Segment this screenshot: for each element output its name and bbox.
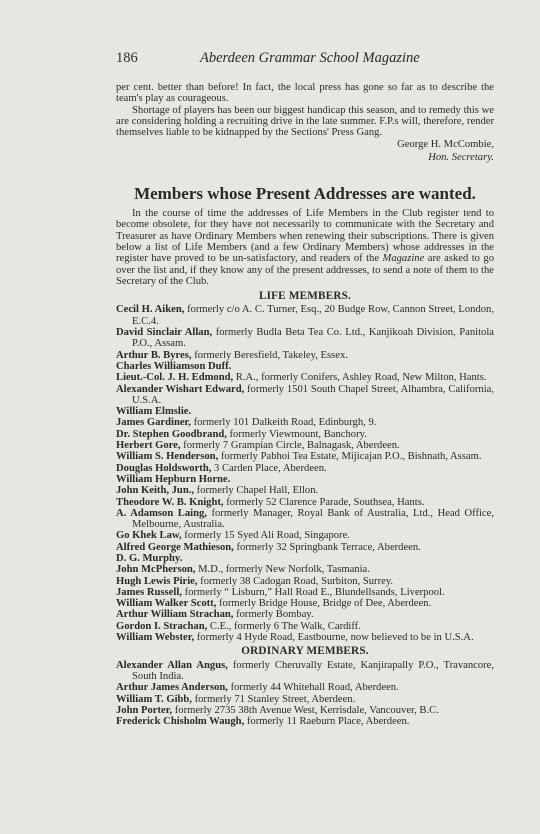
- member-name: Arthur James Anderson,: [116, 682, 228, 694]
- intro-text: In the course of time the addresses of Life Members in the Club register tend to become obsolete, for they have not necessarily to communicate with the Secretary and Treasurer as have Ordinary Members when renewing their subscriptions. There is given below a list of Life Members (and a few Ordinary Members) whose addresses in the register have proved to be un-satisfactory, and readers of the: [116, 208, 494, 265]
- member-entry: [116, 474, 494, 485]
- member-address: formerly 44 Whitehall Road, Aberdeen.: [227, 682, 399, 694]
- member-entry: [116, 660, 494, 683]
- member-entry: [116, 576, 494, 587]
- page-number: 186: [116, 50, 138, 66]
- member-address: formerly Budla Beta Tea Co. Ltd., Kanjikoah Division, Panitola P.O., Assam.: [132, 327, 494, 350]
- member-name: John Keith, Jun.,: [116, 485, 195, 497]
- member-entry: [116, 485, 494, 496]
- member-name: William T. Gibb,: [116, 693, 192, 705]
- member-name: Hugh Lewis Pirie,: [116, 575, 198, 587]
- member-entry: [116, 564, 494, 575]
- member-name: Arthur William Strachan,: [116, 609, 234, 621]
- member-address: formerly 2735 38th Avenue West, Kerrisdale, Vancouver, B.C.: [172, 704, 439, 716]
- member-name: William Walker Scott,: [116, 598, 217, 610]
- member-name: William Webster,: [116, 632, 195, 644]
- continuation-paragraph: Shortage of players has been our biggest handicap this season, and to remedy this we are considering holding a recruiting drive in the late summer. F.P.s will, therefore, render themselves liable to be kidnapped by the Sections' Press Gang.: [116, 104, 494, 139]
- member-address: formerly 15 Syed Ali Road, Singapore.: [181, 530, 350, 542]
- member-name: Dr. Stephen Goodbrand,: [116, 428, 227, 440]
- member-name: John Porter,: [116, 704, 173, 716]
- member-address: formerly 52 Clarence Parade, Southsea, Hants.: [223, 496, 425, 508]
- intro-text: are asked to go over the list and, if they know any of the present addresses, to send a note of them to the Secretary of the Club.: [116, 253, 494, 287]
- member-entry: [116, 327, 494, 350]
- continuation-paragraph: per cent. better than before! In fact, the local press has gone so far as to describe the team's play as courageous.: [116, 82, 494, 105]
- member-name: Alexander Wishart Edward,: [116, 383, 245, 395]
- member-address: formerly Beresfield, Takeley, Essex.: [191, 349, 348, 361]
- member-address: formerly Bridge House, Bridge of Dee, Aberdeen.: [216, 598, 432, 610]
- member-entry: [116, 440, 494, 451]
- member-name: Lieut.-Col. J. H. Edmond,: [116, 372, 234, 384]
- member-name: Arthur B. Byres,: [116, 349, 192, 361]
- member-address: formerly c/o A. C. Turner, Esq., 20 Budge Row, Cannon Street, London, E.C.4.: [132, 304, 494, 327]
- member-entry: [116, 530, 494, 541]
- intro-magazine-word: Magazine: [382, 253, 425, 265]
- member-entry: [116, 417, 494, 428]
- member-name: Alfred George Mathieson,: [116, 541, 234, 553]
- member-entry: [116, 361, 494, 372]
- member-name: Theodore W. B. Knight,: [116, 496, 224, 508]
- ordinary-members-list: [116, 660, 494, 728]
- member-entry: [116, 451, 494, 462]
- member-name: Douglas Holdsworth,: [116, 462, 212, 474]
- member-name: Herbert Gore,: [116, 440, 181, 452]
- member-address: formerly “ Lisburn,” Hall Road E., Blundellsands, Liverpool.: [181, 586, 445, 598]
- member-entry: [116, 508, 494, 531]
- member-address: formerly 32 Springbank Terrace, Aberdeen.: [233, 541, 421, 553]
- member-name: William Elmslie.: [116, 406, 192, 418]
- member-address: formerly 101 Dalkeith Road, Edinburgh, 9.: [190, 417, 377, 429]
- member-entry: [116, 694, 494, 705]
- member-name: Frederick Chisholm Waugh,: [116, 716, 245, 728]
- member-name: A. Adamson Laing,: [116, 507, 207, 519]
- member-entry: [116, 609, 494, 620]
- member-name: James Russell,: [116, 586, 182, 598]
- member-entry: [116, 553, 494, 564]
- member-entry: [116, 497, 494, 508]
- member-address: M.D., formerly New Norfolk, Tasmania.: [195, 564, 370, 576]
- running-title: Aberdeen Grammar School Magazine: [200, 50, 420, 66]
- member-address: R.A., formerly Conifers, Ashley Road, New Milton, Hants.: [233, 372, 487, 384]
- member-entry: [116, 542, 494, 553]
- life-members-heading: LIFE MEMBERS.: [258, 290, 352, 303]
- signature-name: George H. McCombie,: [397, 139, 494, 151]
- member-name: Gordon I. Strachan,: [116, 620, 208, 632]
- member-name: David Sinclair Allan,: [116, 327, 213, 339]
- member-address: formerly Manager, Royal Bank of Australia, Ltd., Head Office, Melbourne, Australia.: [132, 507, 494, 531]
- member-entry: [116, 384, 494, 407]
- member-name: D. G. Murphy.: [116, 552, 183, 564]
- member-address: formerly Pabhoi Tea Estate, Mijicajan P.O., Bishnath, Assam.: [218, 451, 482, 463]
- member-address: formerly 7 Grampian Circle, Balnagask, Aberdeen.: [180, 440, 400, 452]
- member-address: formerly 71 Stanley Street, Aberdeen.: [191, 693, 356, 705]
- member-name: William Hepburn Horne.: [116, 473, 231, 485]
- member-address: formerly 38 Cadogan Road, Surbiton, Surrey.: [197, 575, 394, 587]
- member-address: formerly Chapel Hall, Ellon.: [194, 485, 319, 497]
- member-entry: [116, 632, 494, 643]
- life-members-list: [116, 304, 494, 643]
- section-intro: [116, 208, 494, 287]
- member-entry: [116, 372, 494, 383]
- member-entry: [116, 304, 494, 327]
- member-address: formerly 1501 South Chapel Street, Alhambra, California, U.S.A.: [132, 383, 494, 406]
- member-name: Alexander Allan Angus,: [116, 659, 228, 671]
- member-address: formerly 4 Hyde Road, Eastbourne, now believed to be in U.S.A.: [194, 632, 474, 644]
- member-entry: [116, 716, 494, 727]
- member-entry: [116, 705, 494, 716]
- member-address: formerly Bombay.: [233, 609, 314, 621]
- member-name: James Gardiner,: [116, 417, 191, 429]
- page-body: [116, 82, 494, 727]
- section-title: Members whose Present Addresses are wanted.: [134, 184, 476, 204]
- member-address: formerly Viewmount, Banchory.: [226, 428, 367, 440]
- member-entry: [116, 429, 494, 440]
- member-entry: [116, 406, 494, 417]
- member-name: John McPherson,: [116, 564, 196, 576]
- signature-role: Hon. Secretary.: [428, 151, 494, 163]
- member-entry: [116, 621, 494, 632]
- member-address: formerly 11 Raeburn Place, Aberdeen.: [244, 716, 410, 728]
- member-entry: [116, 463, 494, 474]
- member-name: William S. Henderson,: [116, 451, 219, 463]
- member-address: C.E., formerly 6 The Walk, Cardiff.: [207, 620, 361, 632]
- member-name: Cecil H. Aiken,: [116, 304, 185, 316]
- member-name: Charles Williamson Duff.: [116, 360, 232, 372]
- member-address: 3 Carden Place, Aberdeen.: [211, 462, 327, 474]
- member-name: Go Khek Law,: [116, 530, 182, 542]
- member-entry: [116, 598, 494, 609]
- member-address: formerly Cheruvally Estate, Kanjirapally P.O., Travancore, South India.: [132, 659, 494, 682]
- member-entry: [116, 682, 494, 693]
- member-entry: [116, 587, 494, 598]
- ordinary-members-heading: ORDINARY MEMBERS.: [241, 645, 369, 658]
- member-entry: [116, 350, 494, 361]
